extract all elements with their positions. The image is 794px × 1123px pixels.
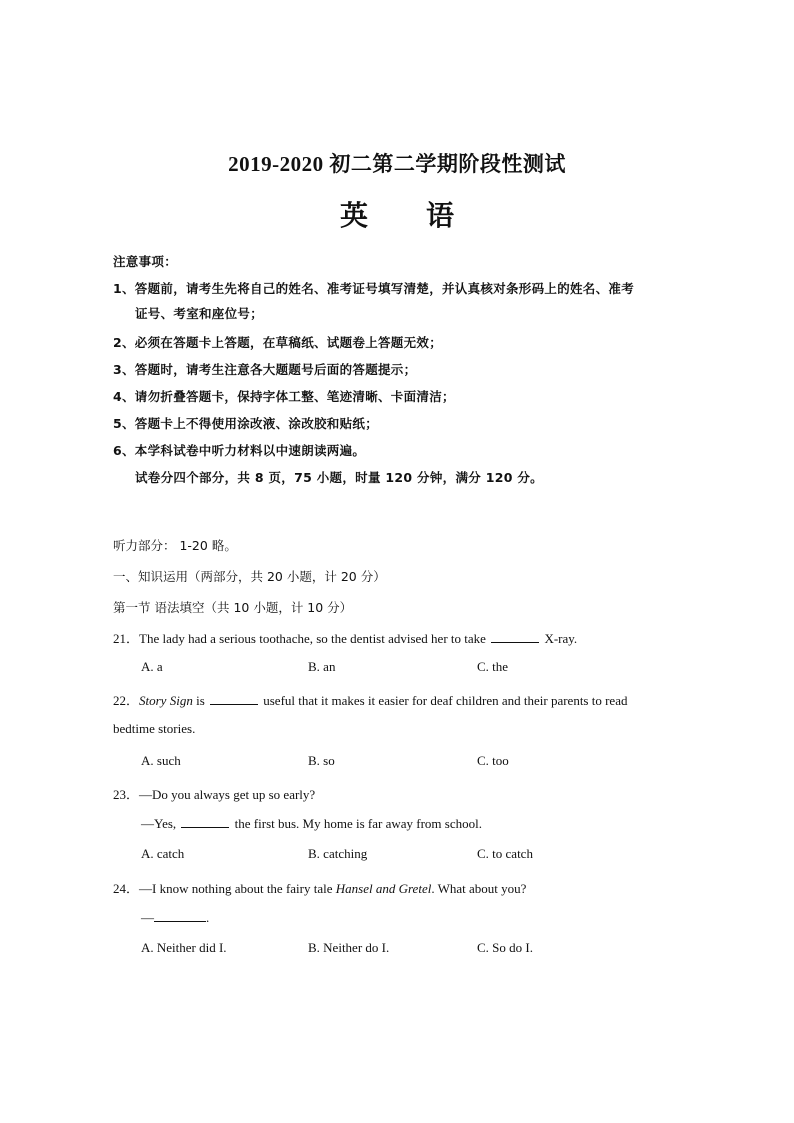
option-23-c: C. to catch (477, 846, 533, 861)
option-24-b: B. Neither do I. (308, 940, 390, 955)
exam-info: 试卷分四个部分，共 8 页，75 小题，时量 120 分钟，满分 120 分。 (135, 470, 543, 485)
exam-title: 2019-2020 初二第二学期阶段性测试 (228, 152, 566, 176)
note-item-6: 6、本学科试卷中听力材料以中速朗读两遍。 (113, 443, 366, 458)
question-21-stem: 21．The lady had a serious toothache, so the dentist advised her to take (113, 631, 486, 646)
question-22 (113, 690, 627, 709)
question-24-stem: 24．—I know nothing about the fairy tale (113, 881, 336, 896)
section-one-heading: 第一节 语法填空（共 10 小题，计 10 分） (113, 600, 353, 615)
note-item-5: 5、答题卡上不得使用涂改液、涂改胶和贴纸； (113, 416, 378, 431)
question-24 (113, 878, 526, 897)
option-23-b: B. catching (308, 846, 368, 861)
answer-blank (181, 815, 229, 828)
option-21-b: B. an (308, 659, 336, 674)
question-21-stem-end: X-ray. (544, 631, 578, 646)
note-item-1: 1、答题前，请考生先将自己的姓名、准考证号填写清楚，并认真核对条形码上的姓名、准考 (113, 281, 634, 296)
answer-blank (154, 909, 206, 922)
question-23-reply (141, 815, 482, 832)
note-item-1-cont: 证号、考室和座位号； (135, 306, 264, 321)
question-24-reply-end: . (206, 910, 210, 925)
question-22-number: 22． (113, 693, 140, 708)
option-24-a: A. Neither did I. (141, 940, 227, 955)
subject-char-2: 语 (426, 199, 455, 232)
part-one-heading: 一、知识运用（两部分，共 20 小题，计 20 分） (113, 569, 386, 584)
answer-blank (491, 630, 539, 643)
option-23-a: A. catch (141, 846, 185, 861)
question-24-reply (141, 909, 209, 926)
question-23-reply-start: —Yes, (141, 816, 177, 831)
note-item-4: 4、请勿折叠答题卡，保持字体工整、笔迹清晰、卡面清洁； (113, 389, 455, 404)
notes-heading: 注意事项： (113, 254, 178, 269)
option-22-a: A. such (141, 753, 181, 768)
option-22-b: B. so (308, 753, 335, 768)
subject-char-1: 英 (339, 199, 368, 232)
question-21 (113, 628, 577, 647)
question-24-reply-start: — (141, 910, 154, 925)
option-24-c: C. So do I. (477, 940, 533, 955)
question-22-stem-end: useful that it makes it easier for deaf children and their parents to read (263, 693, 628, 708)
listening-section: 听力部分： 1-20 略。 (113, 538, 237, 553)
option-22-c: C. too (477, 753, 509, 768)
note-item-2: 2、必须在答题卡上答题，在草稿纸、试题卷上答题无效； (113, 335, 442, 350)
question-22-title: Story Sign (139, 693, 193, 708)
option-21-a: A. a (141, 659, 163, 674)
subject-title (0, 194, 794, 234)
question-23: 23．—Do you always get up so early? (113, 787, 316, 802)
question-22-stem: is (192, 693, 205, 708)
note-item-3: 3、答题时，请考生注意各大题题号后面的答题提示； (113, 362, 417, 377)
option-21-c: C. the (477, 659, 509, 674)
question-24-title: Hansel and Gretel (335, 881, 432, 896)
question-22-line2: bedtime stories. (113, 721, 196, 736)
answer-blank (210, 692, 258, 705)
question-24-stem-end: . What about you? (431, 881, 527, 896)
question-23-reply-end: the first bus. My home is far away from school. (234, 816, 482, 831)
